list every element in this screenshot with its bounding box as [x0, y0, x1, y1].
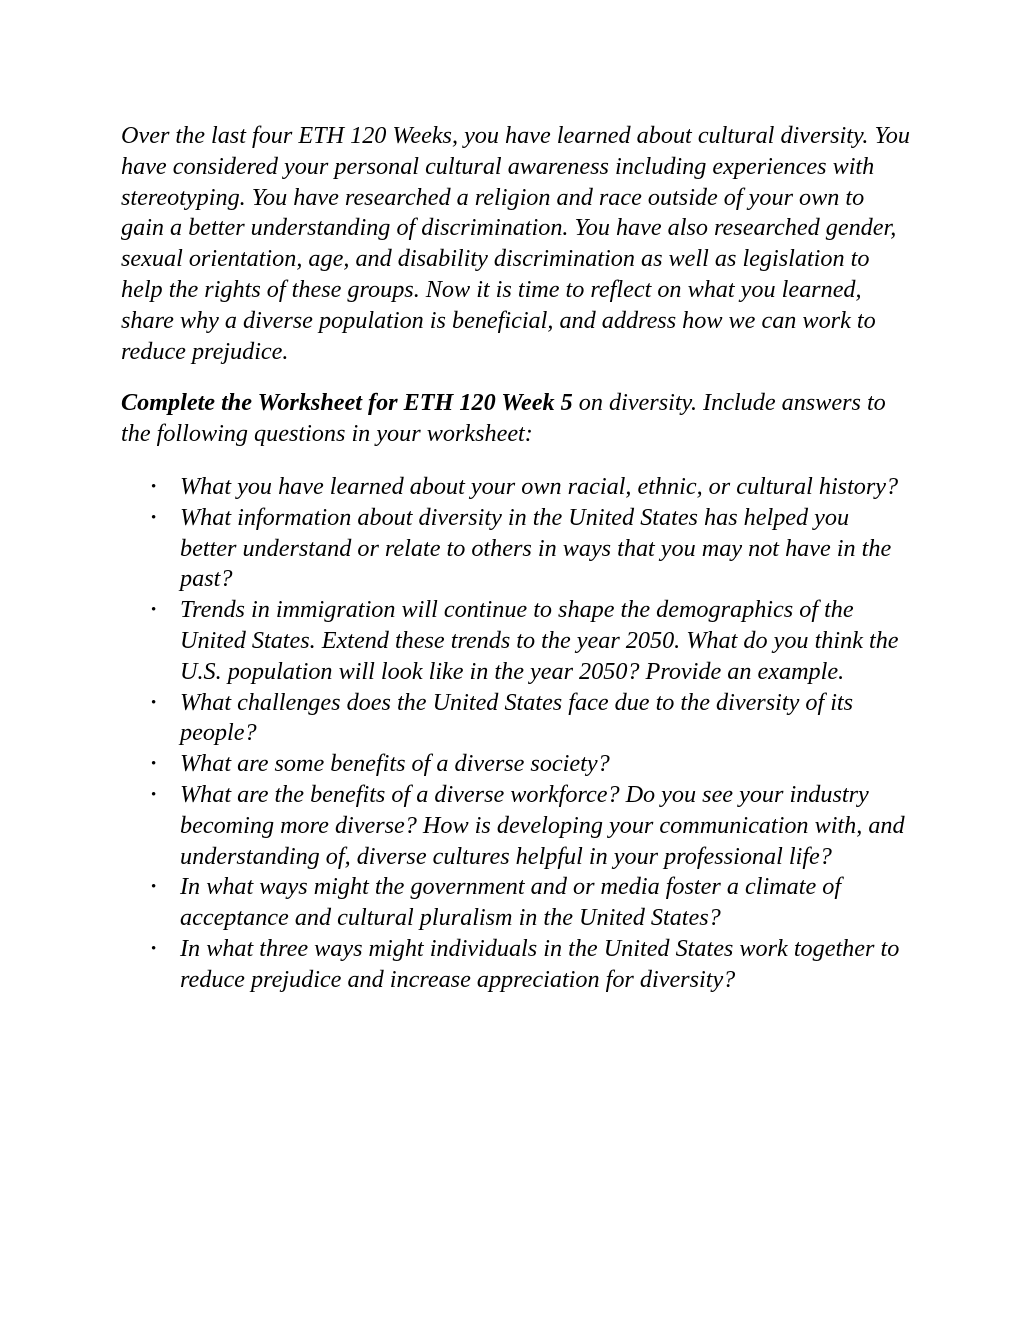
list-item	[121, 503, 911, 595]
question-text: What information about diversity in the United States has helped you better understand or relate to others in ways that you may not have in the past?	[180, 503, 892, 593]
question-text: What you have learned about your own racial, ethnic, or cultural history?	[180, 472, 899, 500]
bullet-icon: •	[151, 940, 157, 957]
list-item	[121, 749, 911, 780]
question-text: In what three ways might individuals in the United States work together to reduce prejudice and increase appreciation for diversity?	[180, 934, 900, 993]
bullet-icon: •	[151, 879, 157, 896]
question-text: What challenges does the United States face due to the diversity of its people?	[180, 688, 854, 747]
list-item	[121, 872, 911, 934]
list-item	[121, 934, 911, 996]
document-body	[121, 121, 911, 996]
list-item	[121, 472, 911, 503]
bullet-icon: •	[151, 694, 157, 711]
instruction-rest-text: on diversity. Include answers to the following questions in your worksheet:	[121, 389, 886, 448]
bullet-icon: •	[151, 509, 157, 526]
bullet-icon: •	[151, 756, 157, 773]
question-text: In what ways might the government and or media foster a climate of acceptance and cultural pluralism in the United States?	[180, 873, 842, 932]
bullet-icon: •	[151, 786, 157, 803]
intro-paragraph: Over the last four ETH 120 Weeks, you have learned about cultural diversity. You have considered your personal cultural awareness including experiences with stereotyping. You have researched a religion and race outside of your own to gain a better understanding of discrimination. You have also researched gender, sexual orientation, age, and disability discrimination as well as legislation to help the rights of these groups. Now it is time to reflect on what you learned, share why a diverse population is beneficial, and address how we can work to reduce prejudice.	[121, 122, 910, 365]
question-text: What are the benefits of a diverse workforce? Do you see your industry becoming more diverse? How is developing your communication with, and understanding of, diverse cultures helpful in your professional life?	[180, 780, 905, 870]
instruction-paragraph	[121, 388, 911, 450]
list-item	[121, 688, 911, 750]
question-list	[121, 472, 911, 996]
list-item	[121, 780, 911, 872]
list-item	[121, 595, 911, 687]
bullet-icon: •	[151, 478, 157, 495]
question-text: Trends in immigration will continue to shape the demographics of the United States. Extend these trends to the year 2050. What do you think the U.S. population will look like in the year 2050? Provide an example.	[180, 596, 899, 685]
question-text: What are some benefits of a diverse society?	[180, 750, 610, 778]
bullet-icon: •	[151, 602, 157, 619]
instruction-bold-text: Complete the Worksheet for ETH 120 Week 5	[121, 389, 573, 417]
